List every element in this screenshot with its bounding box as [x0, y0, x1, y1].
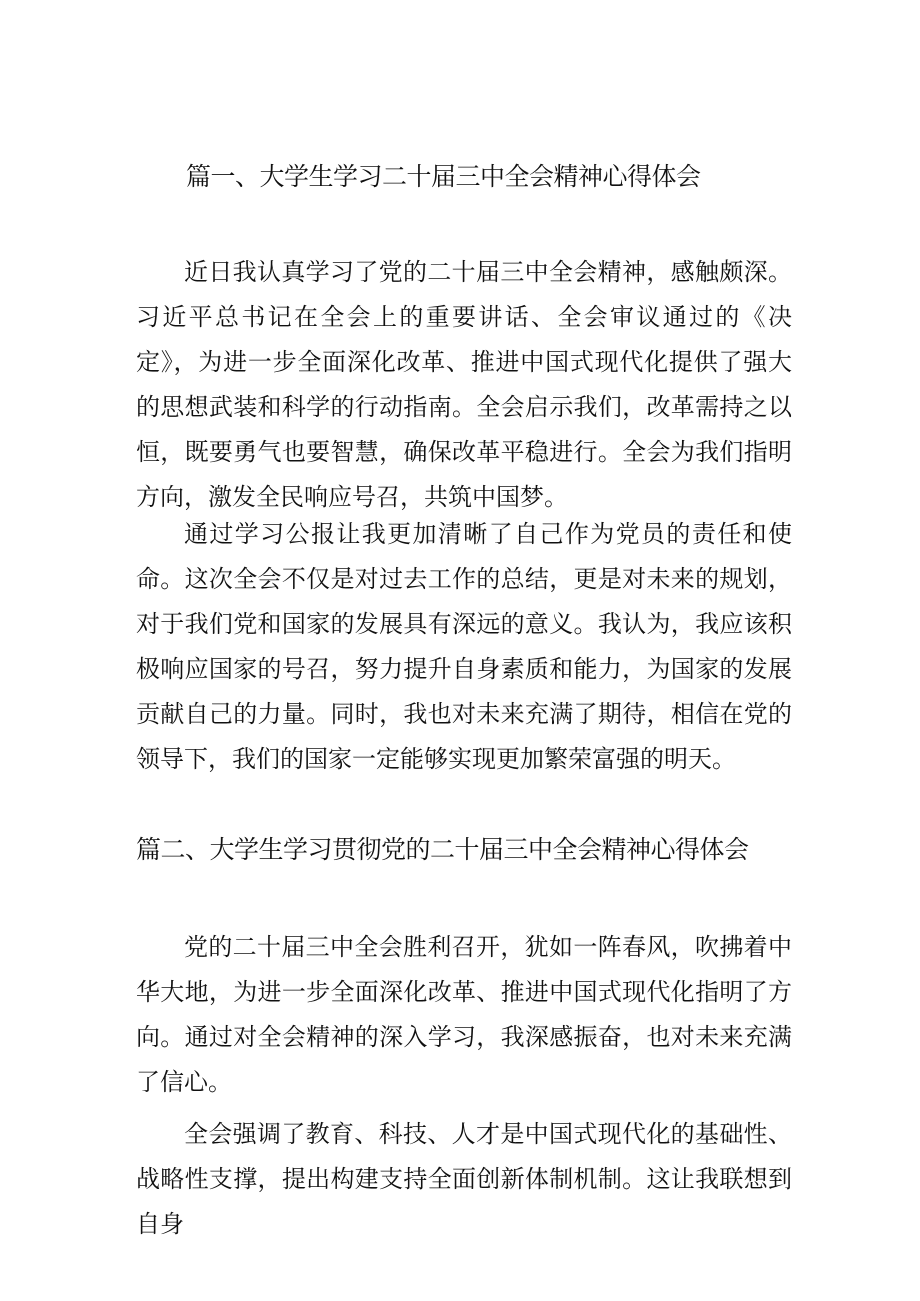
- section2-paragraph-1: 党的二十届三中全会胜利召开，犹如一阵春风，吹拂着中华大地，为进一步全面深化改革、推进中国式现代化指明了方向。通过对全会精神的深入学习，我深感振奋，也对未来充满了信心。: [136, 933, 792, 1096]
- section1-title: 篇一、大学生学习二十届三中全会精神心得体会: [186, 162, 701, 191]
- section1-paragraph-2: 通过学习公报让我更加清晰了自己作为党员的责任和使命。这次全会不仅是对过去工作的总结，更是对未来的规划，对于我们党和国家的发展具有深远的意义。我认为，我应该积极响应国家的号召，努力提升自身素质和能力，为国家的发展贡献自己的力量。同时，我也对未来充满了期待，相信在党的领导下，我们的国家一定能够实现更加繁荣富强的明天。: [136, 520, 792, 773]
- section2-title: 篇二、大学生学习贯彻党的二十届三中全会精神心得体会: [136, 835, 749, 864]
- section1-paragraph-1: 近日我认真学习了党的二十届三中全会精神，感触颇深。习近平总书记在全会上的重要讲话、全会审议通过的《决定》，为进一步全面深化改革、推进中国式现代化提供了强大的思想武装和科学的行动指南。全会启示我们，改革需持之以恒，既要勇气也要智慧，确保改革平稳进行。全会为我们指明方向，激发全民响应号召，共筑中国梦。: [136, 258, 792, 511]
- section2-paragraph-2: 全会强调了教育、科技、人才是中国式现代化的基础性、战略性支撑，提出构建支持全面创新体制机制。这让我联想到自身: [136, 1120, 792, 1238]
